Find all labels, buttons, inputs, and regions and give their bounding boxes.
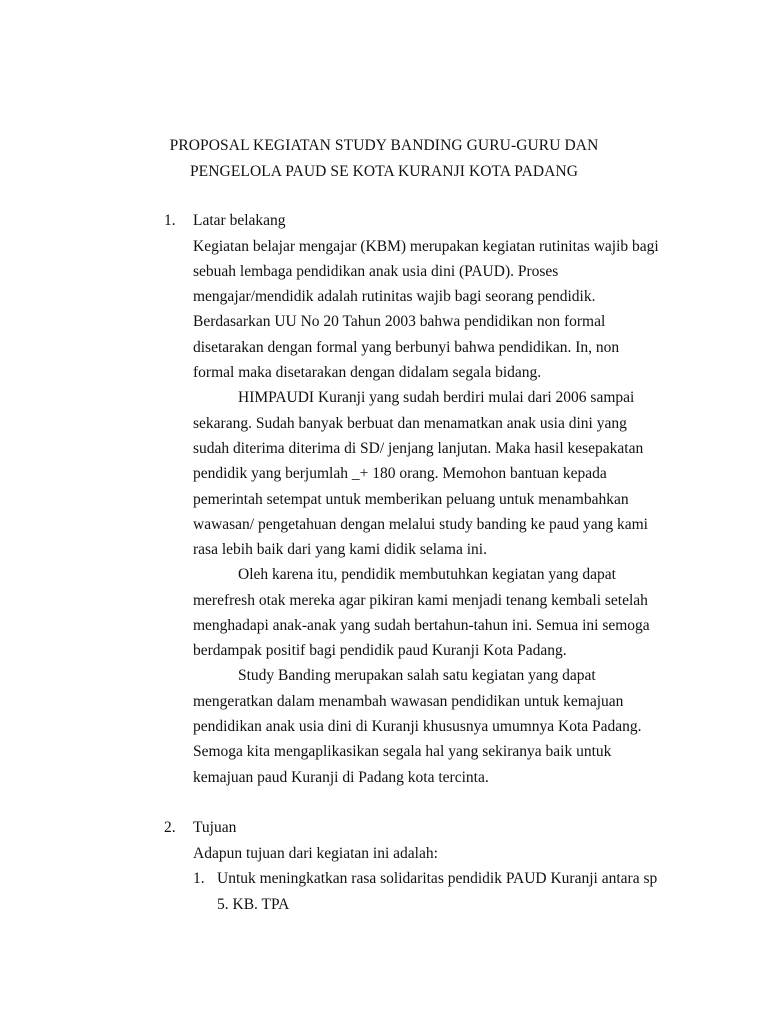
paragraph-line: menghadapi anak-anak yang sudah bertahun-tahun ini. Semua ini semoga xyxy=(193,617,650,634)
paragraph-line: kemajuan paud Kuranji di Padang kota tercinta. xyxy=(193,769,489,786)
paragraph-line: Oleh karena itu, pendidik membutuhkan kegiatan yang dapat xyxy=(238,566,616,583)
paragraph-line: pemerintah setempat untuk memberikan peluang untuk menambahkan xyxy=(193,491,629,508)
paragraph-line: berdampak positif bagi pendidik paud Kuranji Kota Padang. xyxy=(193,642,567,659)
paragraph-line: Berdasarkan UU No 20 Tahun 2003 bahwa pendidikan non formal xyxy=(193,313,606,330)
list-item-1-number: 1. xyxy=(193,870,205,887)
paragraph-line: mengajar/mendidik adalah rutinitas wajib bagi seorang pendidik. xyxy=(193,288,596,305)
paragraph-line: disetarakan dengan formal yang berbunyi bahwa pendidikan. In, non xyxy=(193,339,620,356)
paragraph-line: Semoga kita mengaplikasikan segala hal yang sekiranya baik untuk xyxy=(193,743,612,760)
list-item-1-continuation: 5. KB. TPA xyxy=(217,896,290,913)
paragraph-line: pendidik yang berjumlah _+ 180 orang. Memohon bantuan kepada xyxy=(193,465,607,482)
paragraph-line: merefresh otak mereka agar pikiran kami menjadi tenang kembali setelah xyxy=(193,592,648,609)
paragraph-line: sebuah lembaga pendidikan anak usia dini (PAUD). Proses xyxy=(193,263,559,280)
paragraph-line: rasa lebih baik dari yang kami didik selama ini. xyxy=(193,541,487,558)
paragraph-line: sudah diterima diterima di SD/ jenjang lanjutan. Maka hasil kesepakatan xyxy=(193,440,644,457)
paragraph-line: pendidikan anak usia dini di Kuranji khususnya umumnya Kota Padang. xyxy=(193,718,642,735)
section-2-intro: Adapun tujuan dari kegiatan ini adalah: xyxy=(193,845,438,862)
paragraph-line: formal maka disetarakan dengan didalam segala bidang. xyxy=(193,364,542,381)
document-title-line-2: PENGELOLA PAUD SE KOTA KURANJI KOTA PADANG xyxy=(189,163,579,180)
document-title-line-1: PROPOSAL KEGIATAN STUDY BANDING GURU-GURU DAN xyxy=(169,137,599,154)
paragraph-line: HIMPAUDI Kuranji yang sudah berdiri mulai dari 2006 sampai xyxy=(238,389,635,406)
list-item-1-text: Untuk meningkatkan rasa solidaritas pendidik PAUD Kuranji antara sp xyxy=(217,870,658,887)
paragraph-line: Study Banding merupakan salah satu kegiatan yang dapat xyxy=(238,667,596,684)
section-2-heading: Tujuan xyxy=(193,819,237,836)
paragraph-line: sekarang. Sudah banyak berbuat dan menamatkan anak usia dini yang xyxy=(193,415,627,432)
section-1-number: 1. xyxy=(164,212,176,229)
paragraph-line: mengeratkan dalam menambah wawasan pendidikan untuk kemajuan xyxy=(193,693,624,710)
paragraph-line: Kegiatan belajar mengajar (KBM) merupakan kegiatan rutinitas wajib bagi xyxy=(193,238,659,255)
paragraph-line: wawasan/ pengetahuan dengan melalui study banding ke paud yang kami xyxy=(193,516,648,533)
section-1-heading: Latar belakang xyxy=(193,212,286,229)
section-2-number: 2. xyxy=(164,819,176,836)
